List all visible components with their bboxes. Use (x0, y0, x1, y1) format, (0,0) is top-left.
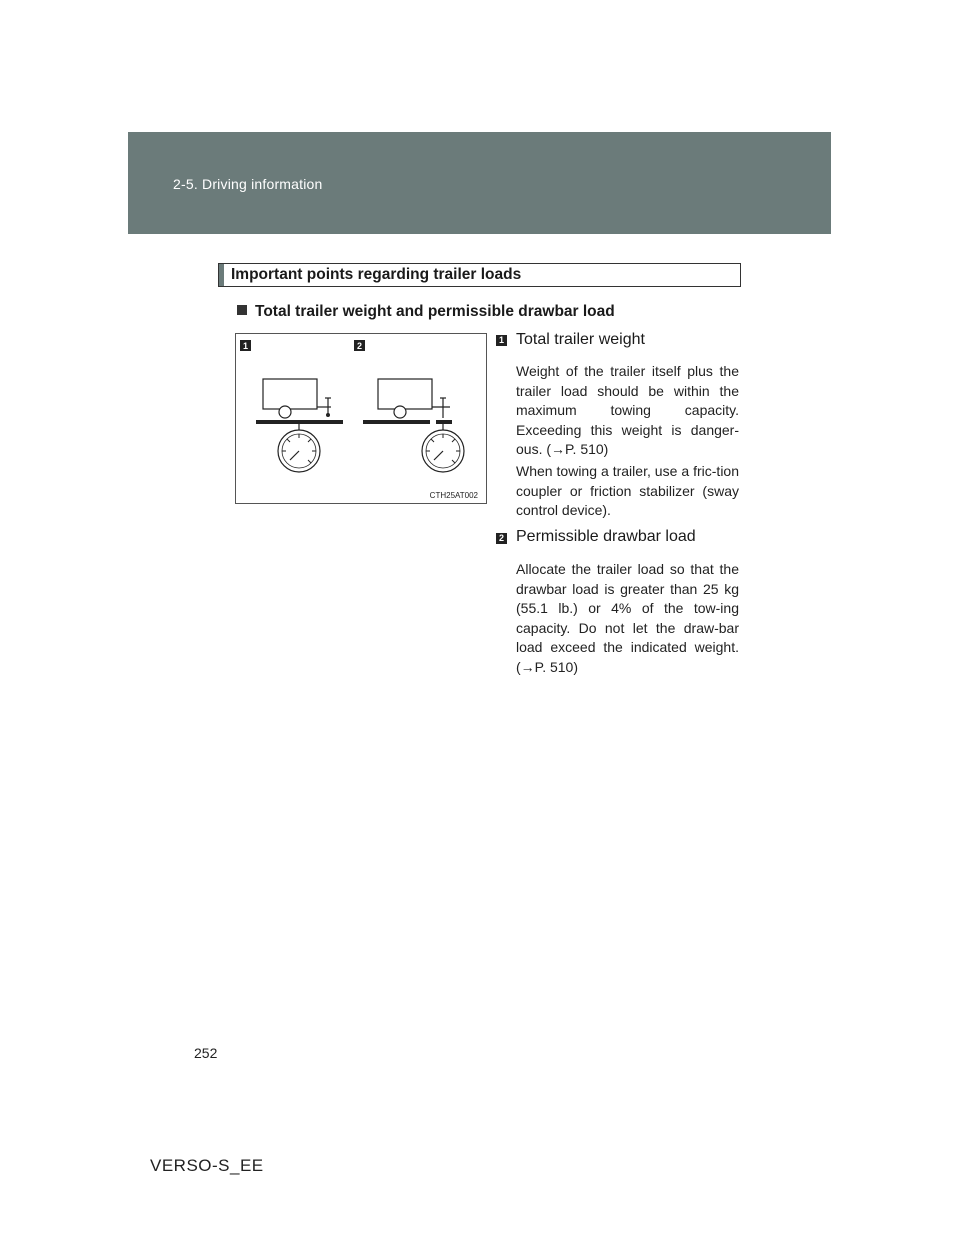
trailer-scale-diagram (236, 334, 486, 503)
item-marker-2: 2 (496, 533, 507, 544)
square-bullet-icon (237, 305, 247, 315)
header-title: 2-5. Driving information (173, 176, 323, 192)
item-marker-1: 1 (496, 335, 507, 346)
page-number: 252 (194, 1045, 218, 1061)
figure-marker-2: 2 (356, 341, 363, 351)
item-1-paragraph-2: When towing a trailer, use a fric-tion coupler or friction stabilizer (sway control device). (516, 463, 739, 518)
trailer-on-scale-2 (363, 379, 464, 472)
section-title: Important points regarding trailer loads (231, 266, 522, 283)
subsection-heading (237, 303, 615, 321)
item-title-permissible-drawbar-load: Permissible drawbar load (516, 528, 696, 545)
subsection-title: Total trailer weight and permissible drawbar load (255, 303, 615, 320)
footer-model-code: VERSO-S_EE (150, 1156, 264, 1175)
section-heading-bar (219, 264, 224, 286)
section-heading-box (218, 263, 741, 287)
figure-marker-1: 1 (242, 341, 249, 351)
item-2-paragraph-1: Allocate the trailer load so that the drawbar load is greater than 25 kg (55.1 lb.) or 4% of the tow-ing capacity. Do not let the draw-bar load exceed the indicated weight. (→P. 510) (516, 561, 739, 675)
item-1-paragraph-1: Weight of the trailer itself plus the trailer load should be within the maximum towing capacity. Exceeding this weight is danger-ous. (→P. 510) (516, 363, 739, 457)
item-title-total-trailer-weight: Total trailer weight (516, 331, 645, 348)
trailer-illustration (235, 333, 487, 504)
figure-code: CTH25AT002 (429, 491, 478, 500)
trailer-on-scale-1 (256, 379, 343, 472)
